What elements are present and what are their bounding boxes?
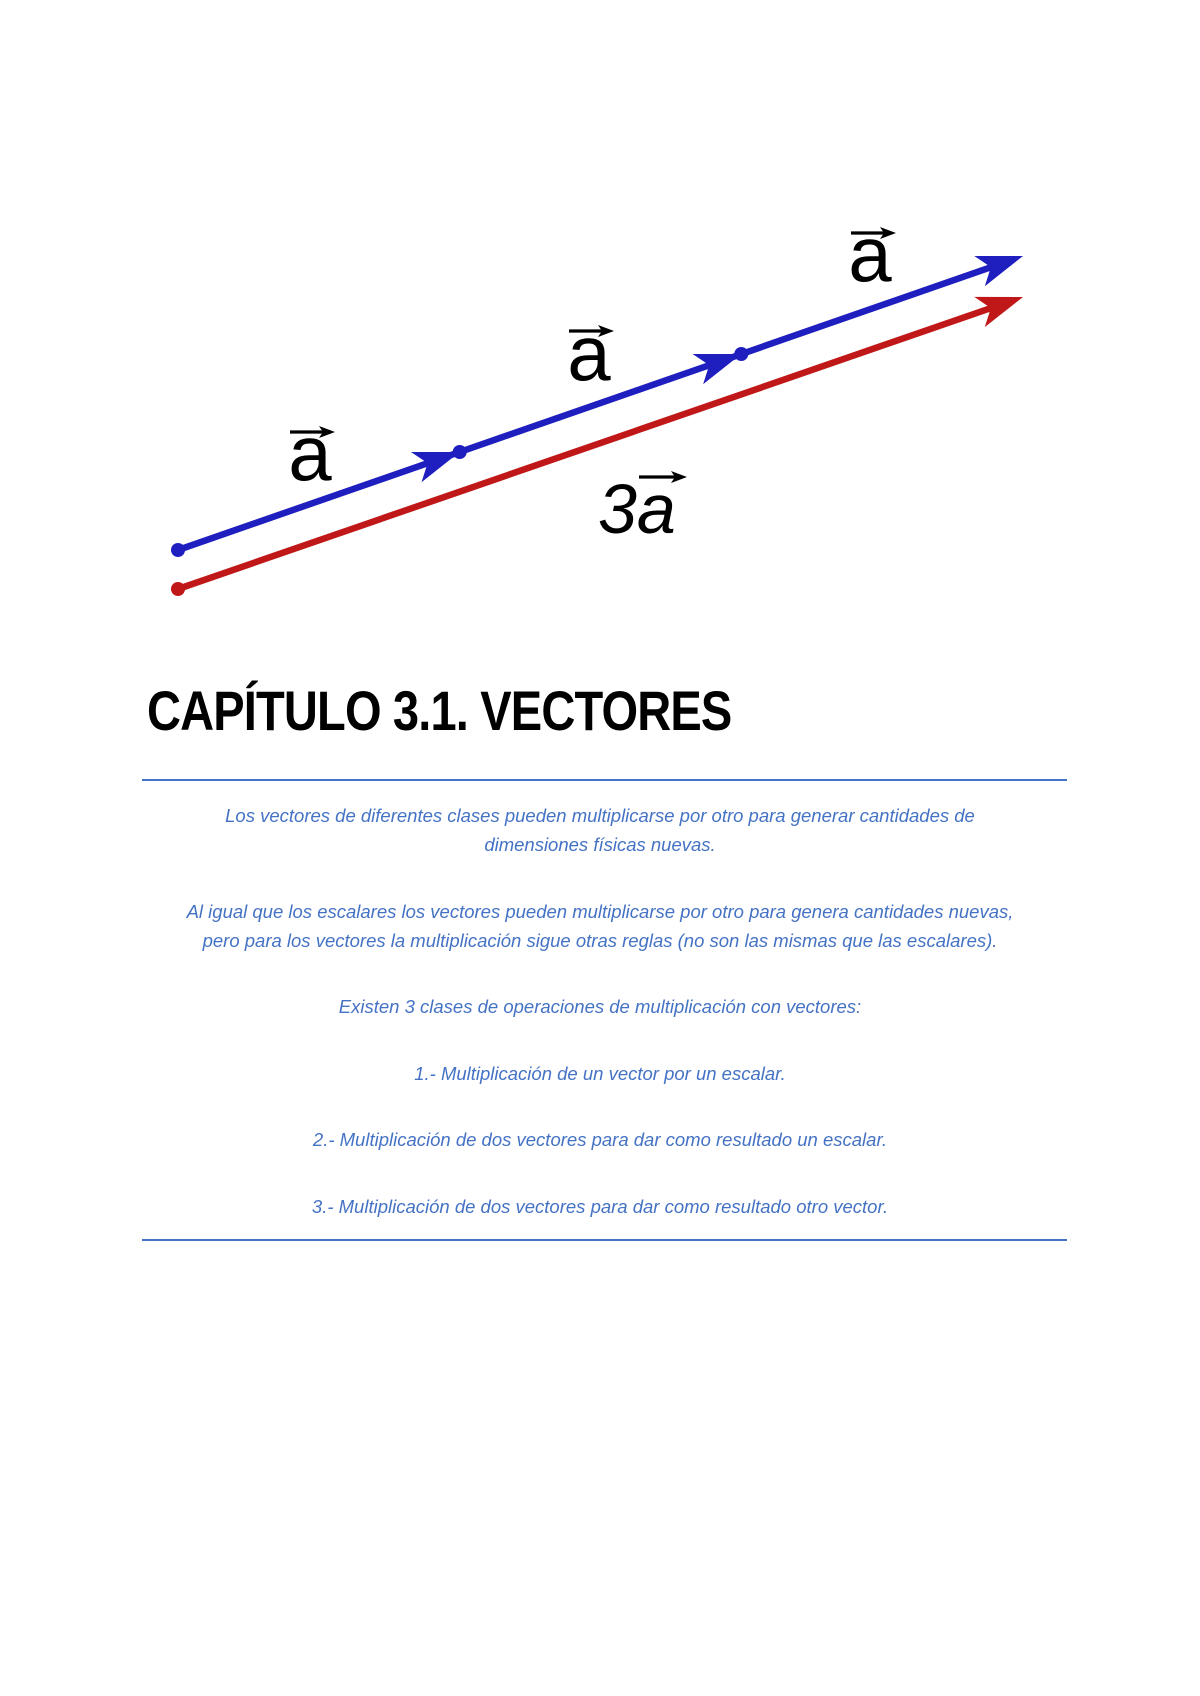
text-line: dimensiones físicas nuevas.: [484, 834, 716, 855]
chapter-title: CAPÍTULO 3.1. VECTORES: [147, 679, 732, 742]
paragraph-intro: [0, 801, 1200, 859]
paragraph-scalars-comparison: [0, 897, 1200, 955]
vector-diagram: [0, 0, 1200, 640]
list-item-3: [0, 1192, 1200, 1221]
intro-text-block: [0, 801, 1200, 1258]
text-line: 3.- Multiplicación de dos vectores para dar como resultado otro vector.: [311, 1195, 889, 1217]
paragraph-operation-classes: [0, 992, 1200, 1021]
label-a-first: [288, 409, 335, 497]
label-a-text: a: [567, 309, 611, 397]
text-line: 1.- Multiplicación de un vector por un escalar.: [414, 1062, 786, 1084]
top-divider: [142, 779, 1067, 781]
text-line: Al igual que los escalares los vectores pueden multiplicarse por otro para genera cantidades nuevas,: [186, 900, 1014, 922]
vector-3a-start-dot: [171, 582, 185, 596]
label-three-a-text: 3a: [598, 470, 676, 548]
vector-a-start-dot: [171, 543, 185, 557]
text-line: pero para los vectores la multiplicación sigue otras reglas (no son las mismas que las escalares).: [202, 929, 998, 951]
list-item-2: [0, 1125, 1200, 1154]
label-a-third: [848, 210, 896, 298]
vector-a-joint-dot-1: [453, 445, 467, 459]
text-line: Existen 3 clases de operaciones de multiplicación con vectores:: [338, 996, 862, 1017]
list-item-1: [0, 1059, 1200, 1088]
label-a-text: a: [288, 409, 332, 497]
text-line: 2.- Multiplicación de dos vectores para dar como resultado un escalar.: [312, 1129, 888, 1150]
vector-3a-arrowhead: [974, 282, 1028, 327]
label-a-second: [567, 309, 614, 397]
vector-a-arrowhead-3: [974, 241, 1028, 286]
label-a-text: a: [848, 210, 892, 298]
vector-a-arrowhead-1: [411, 437, 465, 482]
text-line: Los vectores de diferentes clases pueden multiplicarse por otro para generar cantidades de: [225, 805, 975, 826]
label-three-a: [598, 470, 687, 548]
bottom-divider: [142, 1239, 1067, 1241]
vector-a-joint-dot-2: [734, 347, 748, 361]
vector-a-arrowhead-2: [693, 339, 747, 384]
